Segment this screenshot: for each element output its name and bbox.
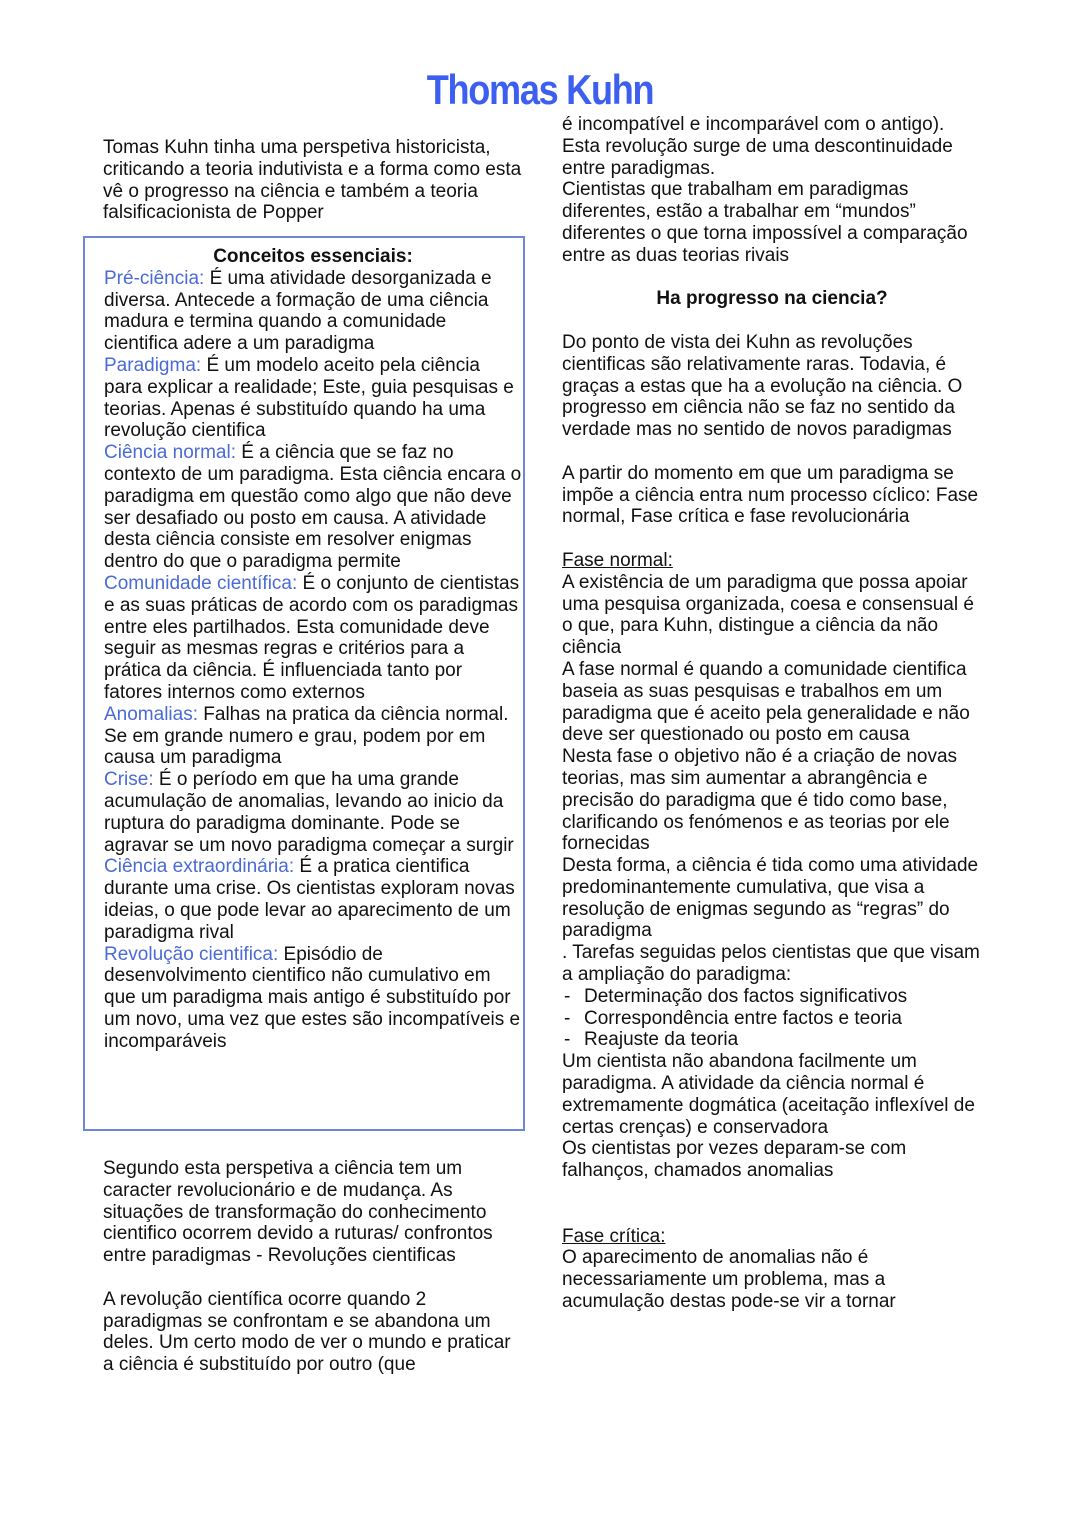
concept-item <box>104 355 522 442</box>
concept-term: Paradigma: <box>104 354 202 376</box>
intro-paragraph <box>103 137 523 224</box>
concept-term: Ciência normal: <box>104 442 236 464</box>
concept-term: Anomalias: <box>104 703 198 725</box>
concept-term: Pré-ciência: <box>104 267 205 289</box>
concept-text: Episódio de desenvolvimento cientifico não cumulativo em que um paradigma mais antigo é substituído por um novo, uma vez que estes são incompatíveis e incomparáveis <box>104 943 521 1052</box>
concept-item <box>104 944 522 1053</box>
concept-item <box>104 268 522 355</box>
list-item: - Determinação dos factos significativos <box>562 986 982 1008</box>
paragraph: O aparecimento de anomalias não é necessariamente um problema, mas a acumulação destas pode-se vir a tornar <box>562 1247 896 1313</box>
paragraph: Os cientistas por vezes deparam-se com falhanços, chamados anomalias <box>562 1138 907 1182</box>
concepts-box <box>83 236 525 1131</box>
concepts-heading: Conceitos essenciais: <box>213 246 413 267</box>
concept-item <box>104 573 522 704</box>
paragraph: A partir do momento em que um paradigma se impõe a ciência entra num processo cíclico: Fase normal, Fase crítica e fase revolucionária <box>562 462 979 528</box>
list-item: - Correspondência entre factos e teoria <box>562 1008 982 1030</box>
concept-item <box>104 769 522 856</box>
paragraph: A revolução científica ocorre quando 2 paradigmas se confrontam e se abandona um deles. Um certo modo de ver o mundo e praticar a ciência é substituído por outro (que <box>103 1288 511 1376</box>
concept-text: É a pratica cientifica durante uma crise. Os cientistas exploram novas ideias, o que pode levar ao aparecimento de um paradigma rival <box>104 856 515 943</box>
normal-phase-heading: Fase normal: <box>562 549 673 571</box>
paragraph: A existência de um paradigma que possa apoiar uma pesquisa organizada, coesa e consensual é o que, para Kuhn, distingue a ciência da não ciência <box>562 571 974 659</box>
tasks-list <box>562 986 982 1051</box>
list-item: - Reajuste da teoria <box>562 1029 982 1051</box>
concept-term: Revolução cientifica: <box>104 943 279 965</box>
concept-item <box>104 704 522 769</box>
paragraph: Um cientista não abandona facilmente um paradigma. A atividade da ciência normal é extremamente dogmática (aceitação inflexível de certas crenças) e conservadora <box>562 1051 975 1138</box>
concept-text: É a ciência que se faz no contexto de um paradigma. Esta ciência encara o paradigma em questão como algo que não deve ser desafiado ou posto em causa. A atividade desta ciência consiste em resolver enigmas dentro do que o paradigma permite <box>104 442 522 573</box>
concept-item <box>104 442 522 573</box>
concept-term: Comunidade científica: <box>104 572 298 594</box>
page-title: Thomas Kuhn <box>426 66 654 113</box>
concept-text: É o conjunto de cientistas e as suas práticas de acordo com os paradigmas entre eles partilhados. Esta comunidade deve seguir as mesmas regras e critérios para a prática da ciência. É influenciada tanto por fatores internos como externos <box>104 572 520 703</box>
left-column-after <box>103 1158 523 1376</box>
concept-item <box>104 856 522 943</box>
paragraph: Segundo esta perspetiva a ciência tem um caracter revolucionário e de mudança. As situações de transformação do conhecimento cientifico ocorrem devido a ruturas/ confrontos entre paradigmas - Revoluções cientificas <box>103 1158 493 1267</box>
paragraph: Nesta fase o objetivo não é a criação de novas teorias, mas sim aumentar a abrangência e precisão do paradigma que é tido como base, clarificando os fenómenos e as teorias por ele fornecidas <box>562 746 958 855</box>
critical-phase-heading: Fase crítica: <box>562 1225 666 1247</box>
paragraph: é incompatível e incomparável com o antigo). Esta revolução surge de uma descontinuidade entre paradigmas. <box>562 114 953 179</box>
concept-text: É um modelo aceito pela ciência para explicar a realidade; Este, guia pesquisas e teorias. Apenas é substituído quando ha uma revolução cientifica <box>104 354 514 442</box>
paragraph: Cientistas que trabalham em paradigmas diferentes, estão a trabalhar em “mundos” diferentes o que torna impossível a comparação entre as duas teorias rivais <box>562 179 968 266</box>
intro-text: Tomas Kuhn tinha uma perspetiva historicista, criticando a teoria indutivista e a forma como esta vê o progresso na ciência e também a teoria falsificacionista de Popper <box>103 137 522 224</box>
paragraph: . Tarefas seguidas pelos cientistas que que visam a ampliação do paradigma: <box>562 942 980 986</box>
concept-term: Crise: <box>104 769 154 791</box>
concept-text: É o período em que ha uma grande acumulação de anomalias, levando ao inicio da ruptura do paradigma dominante. Pode se agravar se um novo paradigma começar a surgir <box>104 769 514 856</box>
paragraph: A fase normal é quando a comunidade cientifica baseia as suas pesquisas e trabalhos em um paradigma que é aceito pela generalidade e não deve ser questionado ou posto em causa <box>562 658 970 746</box>
right-column <box>562 114 982 1313</box>
concept-term: Ciência extraordinária: <box>104 856 295 878</box>
paragraph: Desta forma, a ciência é tida como uma atividade predominantemente cumulativa, que visa a resolução de enigmas segundo as “regras” do paradigma <box>562 855 979 942</box>
paragraph: Do ponto de vista dei Kuhn as revoluções cientificas são relativamente raras. Todavia, é graças a estas que ha a evolução na ciência. O progresso em ciência não se faz no sentido da verdade mas no sentido de novos paradigmas <box>562 331 963 441</box>
progress-heading: Ha progresso na ciencia? <box>656 288 888 310</box>
concept-text: Falhas na pratica da ciência normal. Se em grande numero e grau, podem por em causa um paradigma <box>104 703 509 769</box>
concept-text: É uma atividade desorganizada e diversa. Antecede a formação de uma ciência madura e termina quando a comunidade cientifica adere a um paradigma <box>104 267 492 355</box>
